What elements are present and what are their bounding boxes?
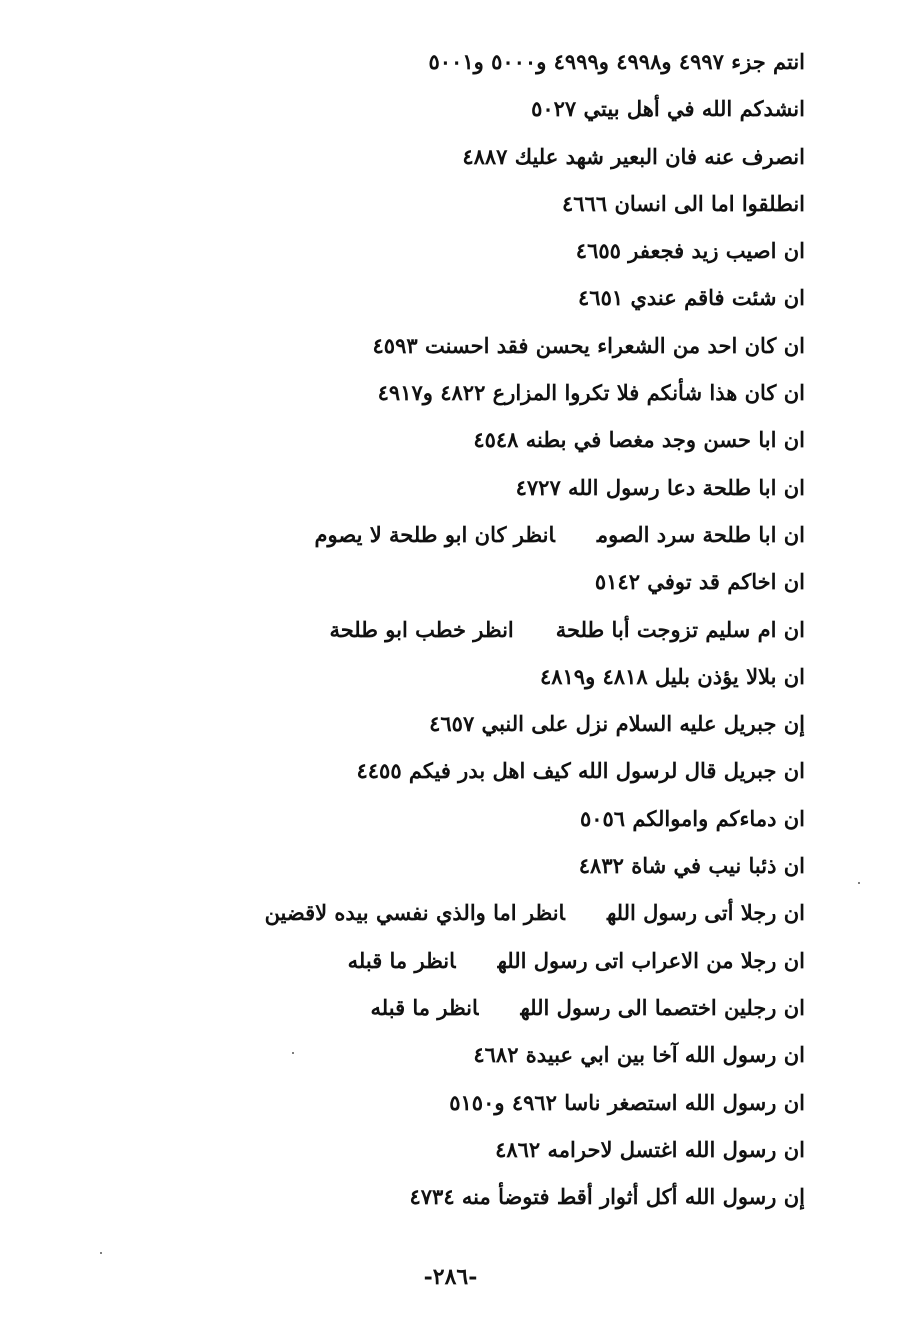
index-entry <box>105 369 805 416</box>
index-entry <box>105 795 805 842</box>
page-number: -٢٨٦- <box>423 1264 478 1290</box>
entry-text: ان اصيب زيد فجعفر ٤٦٥٥ <box>575 238 805 264</box>
entry-text: ان ابا حسن وجد مغصا في بطنه ٤٥٤٨ <box>473 427 805 453</box>
index-entry <box>105 653 805 700</box>
index-entry <box>105 416 805 463</box>
entry-text: ان دماءكم واموالكم ٥٠٥٦ <box>579 805 805 831</box>
entry-text: ان رجلا من الاعراب اتى رسول الله <box>497 947 805 973</box>
entry-cross-reference: انظر ما قبله <box>347 947 456 973</box>
scan-speck <box>858 882 860 884</box>
entry-text: ان ذئبا نيب في شاة ٤٨٣٢ <box>578 853 805 879</box>
entry-text: انصرف عنه فان البعير شهد عليك ٤٨٨٧ <box>462 143 805 169</box>
index-entry <box>105 38 805 85</box>
entry-cross-reference: انظر ما قبله <box>370 994 479 1020</box>
entry-text: انتم جزء ٤٩٩٧ و٤٩٩٨ و٤٩٩٩ و٥٠٠٠ و٥٠٠١ <box>428 49 805 74</box>
index-entry <box>105 889 805 936</box>
entry-text: ان رسول الله آخا بين ابي عبيدة ٤٦٨٢ <box>473 1042 805 1068</box>
entry-text: ان كان احد من الشعراء يحسن فقد احسنت ٤٥٩٣ <box>372 332 805 358</box>
entry-text: إن جبريل عليه السلام نزل على النبي ٤٦٥٧ <box>429 711 805 737</box>
index-entry <box>105 322 805 369</box>
index-entry <box>105 984 805 1031</box>
index-entry <box>105 274 805 321</box>
index-entry <box>105 1173 805 1220</box>
index-entry <box>105 937 805 984</box>
index-entries-list <box>105 38 805 1220</box>
entry-text: ان رسول الله استصغر ناسا ٤٩٦٢ و٥١٥٠ <box>449 1089 805 1115</box>
index-entry <box>105 1079 805 1126</box>
entry-text: ان جبريل قال لرسول الله كيف اهل بدر فيكم ٤٤٥٥ <box>356 758 805 784</box>
entry-text: انشدكم الله في أهل بيتي ٥٠٢٧ <box>531 96 805 122</box>
entry-text: انطلقوا اما الى انسان ٤٦٦٦ <box>562 190 805 216</box>
entry-text: ان شئت فاقم عندي ٤٦٥١ <box>578 285 805 311</box>
index-entry <box>105 133 805 180</box>
entry-cross-reference: انظر خطب ابو طلحة <box>329 616 514 642</box>
entry-text: ان رسول الله اغتسل لاحرامه ٤٨٦٢ <box>495 1136 805 1162</box>
entry-text: ان كان هذا شأنكم فلا تكروا المزارع ٤٨٢٢ و٤٩١٧ <box>377 380 805 406</box>
index-entry <box>105 558 805 605</box>
entry-text: إن رسول الله أكل أثوار أقط فتوضأ منه ٤٧٣٤ <box>409 1184 805 1210</box>
index-entry <box>105 464 805 511</box>
entry-text: ان بلالا يؤذن بليل ٤٨١٨ و٤٨١٩ <box>539 663 805 689</box>
entry-text: ان ابا طلحة دعا رسول الله ٤٧٢٧ <box>515 474 805 500</box>
entry-text: ان اخاكم قد توفي ٥١٤٢ <box>594 569 805 595</box>
index-entry <box>105 606 805 653</box>
entry-text: ان ابا طلحة سرد الصوم <box>596 521 805 547</box>
index-entry <box>105 227 805 274</box>
index-entry <box>105 1126 805 1173</box>
entry-text: ان رجلين اختصما الى رسول الله <box>520 994 805 1020</box>
entry-text: ان رجلا أتى رسول الله <box>606 900 805 926</box>
entry-text: ان ام سليم تزوجت أبا طلحة <box>555 616 805 642</box>
index-entry <box>105 85 805 132</box>
index-entry <box>105 842 805 889</box>
entry-cross-reference: انظر كان ابو طلحة لا يصوم <box>314 521 555 547</box>
index-entry <box>105 511 805 558</box>
scan-speck <box>292 1052 294 1054</box>
index-entry <box>105 700 805 747</box>
entry-cross-reference: انظر اما والذي نفسي بيده لاقضين <box>264 900 565 926</box>
index-entry <box>105 180 805 227</box>
index-entry <box>105 747 805 794</box>
index-entry <box>105 1031 805 1078</box>
scan-speck <box>100 1252 102 1254</box>
